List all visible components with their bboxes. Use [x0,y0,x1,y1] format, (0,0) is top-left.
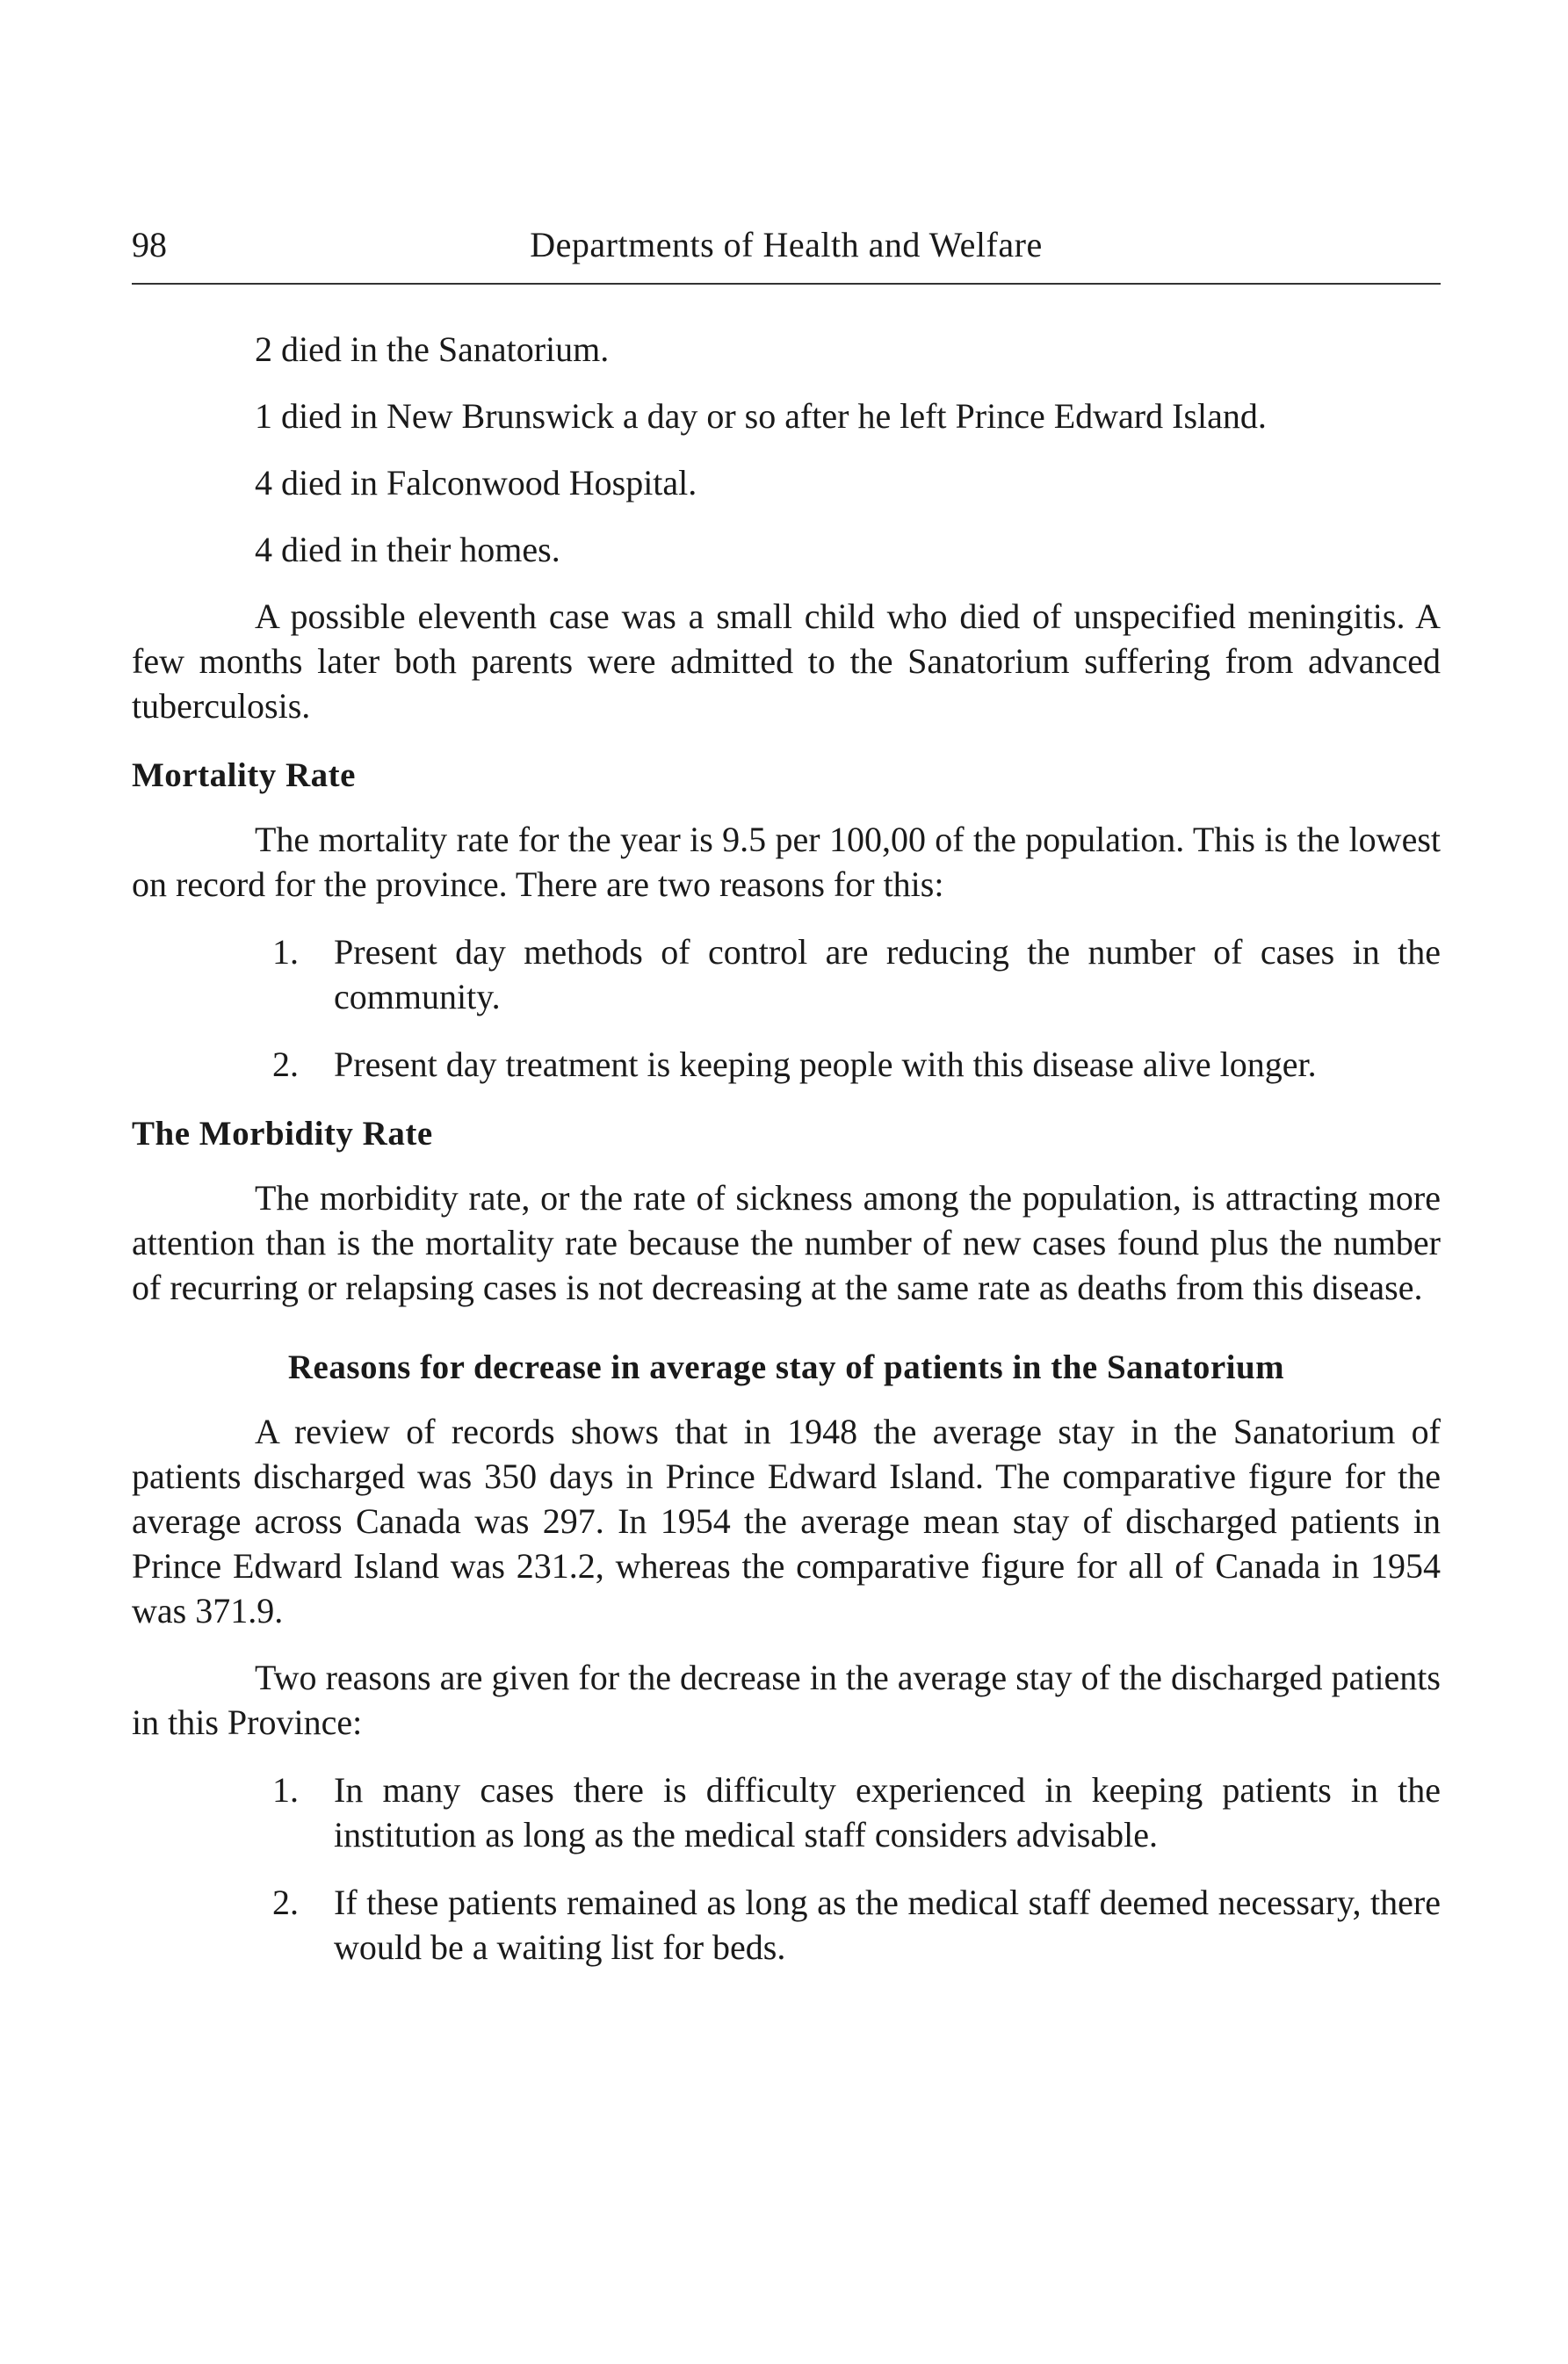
list-number: 2. [272,1045,299,1084]
mortality-heading: Mortality Rate [132,756,356,794]
eleventh-case-paragraph: A possible eleventh case was a small child who died of unspecified meningitis. A few months later both parents were admitted to the Sanatorium suffering from advanced tuberculosis. [132,596,1441,726]
list-text: Present day treatment is keeping people with this disease alive longer. [334,1045,1317,1084]
stay-paragraph-1: A review of records shows that in 1948 the average stay in the Sanatorium of patients discharged was 350 days in Prince Edward Island. The comparative figure for the average across Canada was 297. In 1954 the average mean stay of discharged patients in Prince Edward Island was 231.2, whereas the comparative figure for all of Canada in 1954 was 371.9. [132,1412,1441,1630]
mortality-paragraph: The mortality rate for the year is 9.5 per 100,00 of the population. This is the lowest on record for the province. There are two reasons for this: [132,820,1441,904]
death-item: 1 died in New Brunswick a day or so after he left Prince Edward Island. [255,396,1267,436]
stay-paragraph-2: Two reasons are given for the decrease in the average stay of the discharged patients in this Province: [132,1658,1441,1742]
page-header [132,224,1441,277]
running-head: Departments of Health and Welfare [530,225,1043,264]
list-item [132,1042,1441,1087]
list-item [132,1880,1441,1970]
death-item: 4 died in Falconwood Hospital. [255,463,697,502]
stay-reasons-list [132,1768,1441,1970]
death-item: 4 died in their homes. [255,530,560,569]
header-rule [132,283,1441,285]
morbidity-heading: The Morbidity Rate [132,1115,433,1153]
page-number: 98 [132,225,167,264]
list-number: 1. [272,1770,299,1810]
list-item [132,1768,1441,1857]
morbidity-paragraph: The morbidity rate, or the rate of sickness among the population, is attracting more attention than is the mortality rate because the number of new cases found plus the number of recurring or relapsing cases is not decreasing at the same rate as deaths from this disease. [132,1178,1441,1307]
death-item: 2 died in the Sanatorium. [255,329,610,369]
page-content [132,327,1441,1970]
list-number: 2. [272,1883,299,1922]
list-text: If these patients remained as long as the medical staff deemed necessary, there would be a waiting list for beds. [334,1883,1441,1967]
list-item [132,929,1441,1019]
list-text: In many cases there is difficulty experienced in keeping patients in the institution as long as the medical staff considers advisable. [334,1770,1441,1854]
list-text: Present day methods of control are reducing the number of cases in the community. [334,932,1441,1016]
list-number: 1. [272,932,299,972]
stay-heading: Reasons for decrease in average stay of patients in the Sanatorium [287,1348,1285,1386]
mortality-reasons-list [132,929,1441,1087]
